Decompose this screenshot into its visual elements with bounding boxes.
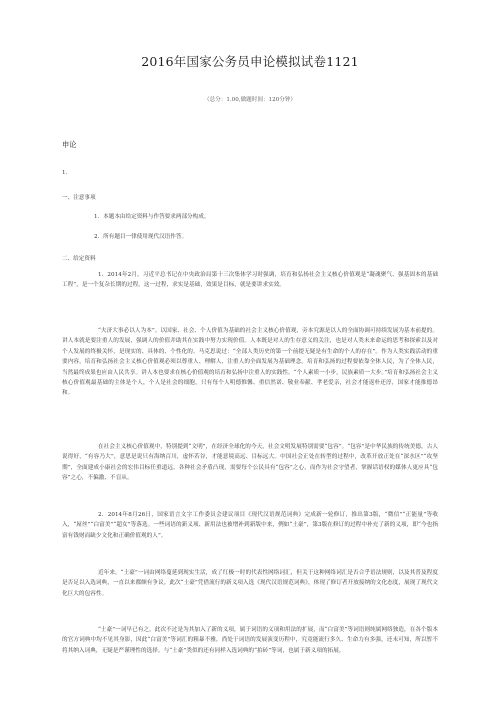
note-item: 2．所有题目一律使用现代汉语作答。 [94,234,188,240]
exam-info: （总分：1.00,做题时间：120分钟） [203,97,297,103]
note-item: 1．本题本由给定资料与作答要求两部分构成。 [94,214,210,220]
part-heading-materials: 二、给定资料 [62,256,96,262]
material-paragraph: 在社会主义核心价值观中，特别提到“文明”，在经济全球化的今天，社会文明发展特别需要“包容”。“包容”是中华民族的传统美德，古人说得好，“有容乃大”，意思是说只有海纳百川，虚怀若谷，才能意境高远、目标远大。中国社会正处在转型的过程中，改革开放正处在“深水区”“攻坚期”，全面建成小康社会的宏伟目标任重道远，各种社会矛盾凸现，需要每个公民具有“包容”之心，而作为社会守望者，掌握话语权的媒体人更应具“包容”之心，不偏激、不盲从。 [62,444,438,482]
part-heading-notes: 一、注意事项 [62,195,96,201]
material-paragraph: “土豪”一词早已有之，此次不过是为其加入了新的义项，属于词语的义项和用法的扩展，而“白富美”等词语则纯属网络独造，在各个版本的官方词典中均不见其身影，因此“白富美”等词汇的粗暴不雅，尚处于词语的发展演变历程中，究竟能流行多久、生命力有多强，还未可知，所以暂不将其纳入词典，无疑是严谨理性的选择。与“土豪”类似的还有同样入选词典的“拍砖”等词，也属于新义项的拓展。 [62,627,438,654]
material-paragraph: 1．2014年2月，习近平总书记在中央政治局第十三次集体学习时强调，培育和弘扬社会主义核心价值观是“凝魂聚气、强基固本的基础工程”，是一个复杂长期的过程。这一过程，求实是基础，效果是目标，就是要讲求实效。 [62,272,438,289]
section-heading: 申论 [62,140,77,149]
material-paragraph: 近年来，“土豪”一词由网络蔓延到现实生活，成了红极一时的代表性网络词汇，但关于这种网络词汇是否合乎语法规则，以及其普及程度是否足以入选词典，一直以来都颇有争议。此次“土豪”凭借流行的新义项入选《现代汉语规范词典》，体现了修订者开放接纳的文化态度，展现了现代文化巨大的包容性。 [62,570,438,597]
question-number: 1. [62,170,68,176]
page-title: 2016年国家公务员申论模拟试卷1121 [141,54,359,69]
material-paragraph: “夫济大事必以人为本”。以国家、社会、个人价值为基础的社会主义核心价值观，旁本究源是以人的全面协调可持续发展为基本前提的。讲人本就是要注重人的发展，强调人的价值并助其在实践中努力实现价值。人本既是对人的生存意义的关注，也是对人类未来命运的思考和探索以及对个人发展的终极关怀，是现实的、具体的、个性化的。马克思说过：“全部人类历史的第一个前提无疑是有生命的个人的存在”。作为人类实践活动的重要内容，培育和弘扬社会主义核心价值观必须以尊重人、理解人、注重人的全面发展为基础理念。培育和弘扬的过程要依靠全体人民，为了全体人民，当然最终成果也应由人民共享。讲人本也要求在核心价值观的培育和弘扬中注重人的实践性。“个人素质一小步，民族素质一大步。”培育和弘扬社会主义核心价值观最基础的主体是个人，个人是社会的细胞，只有每个人明德惟馨、重信然诺、敬业奉献、孝老爱亲，社会才能返朴还淳，国家才能推德昂和。 [62,328,438,397]
material-paragraph: 2．2014年8月26日，国家语言文字工作委员会建议项目《现代汉语规范词典》完成新一轮修订，推出第3版，“微信”“正能量”等收入，“屌丝”“白富美”“超女”等落选。一些词语的新义项、新用法也被增补到新版中来，例如“土豪”，第3版在修订的过程中补充了新的义项，即“今也指富有钱财而缺少文化和正确价值观的人”。 [62,512,438,539]
